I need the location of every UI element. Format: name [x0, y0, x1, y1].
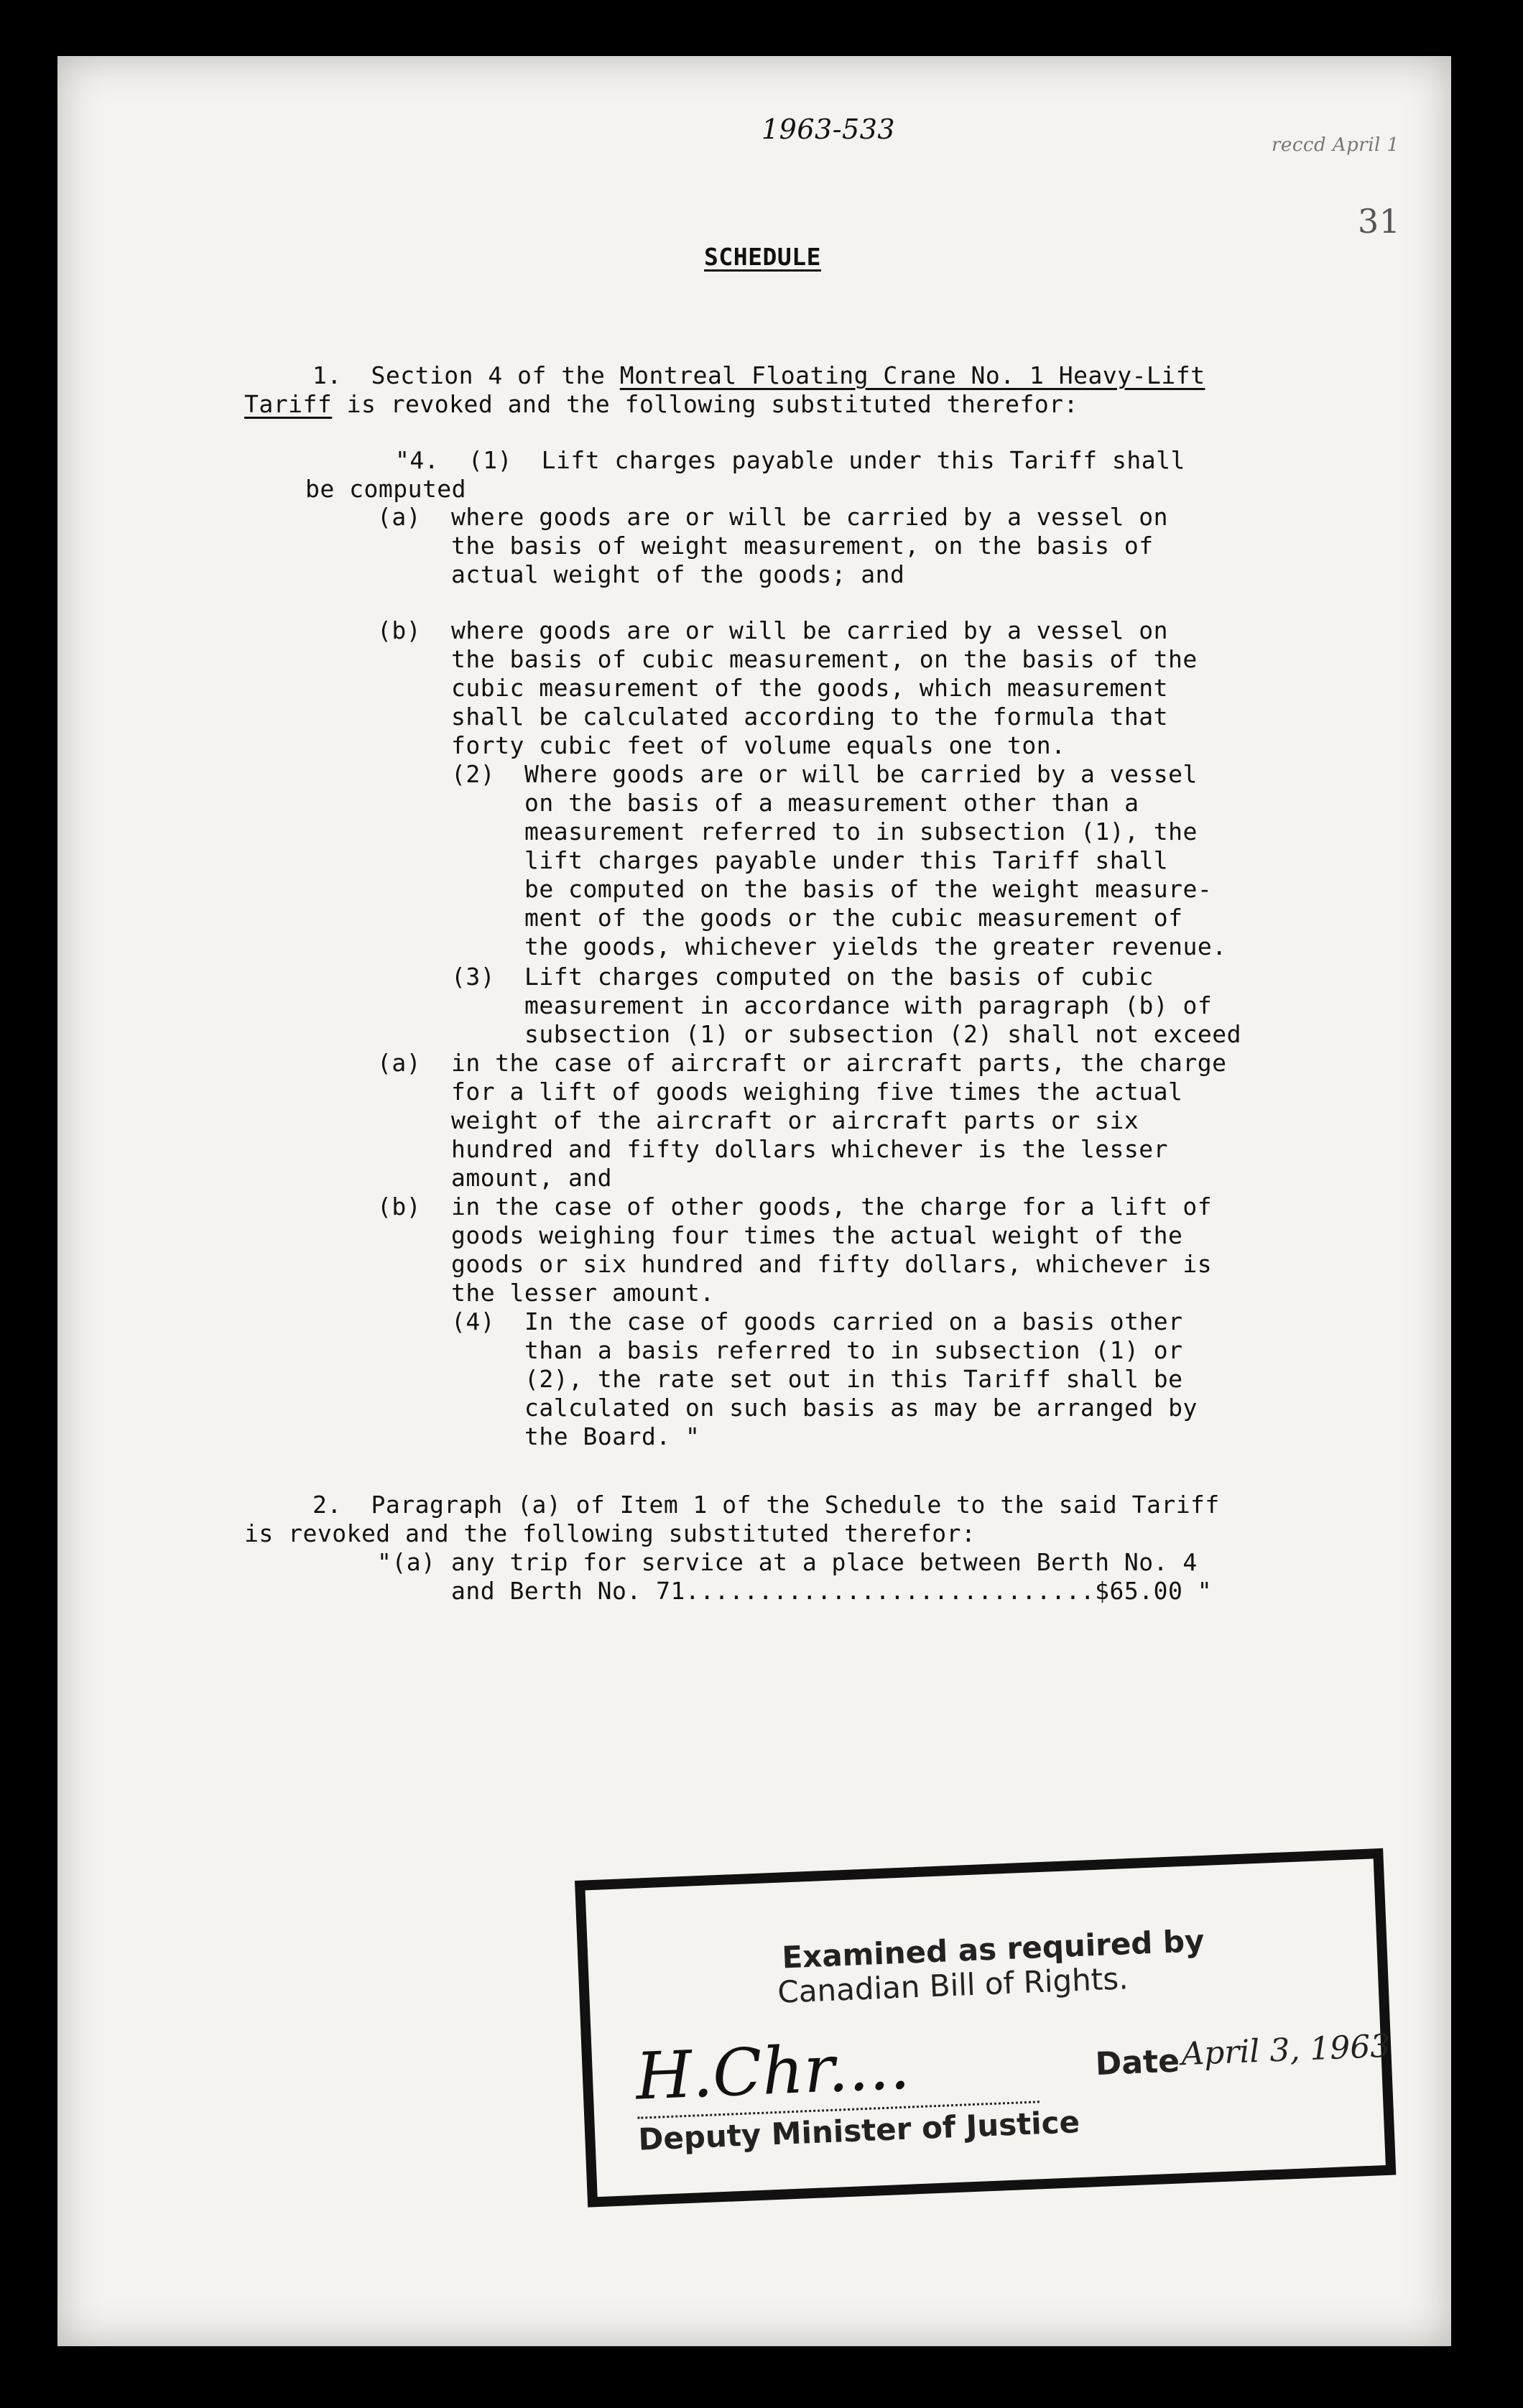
- body-line: lift charges payable under this Tariff shall: [524, 846, 1169, 874]
- tariff-title: Montreal Floating Crane No. 1 Heavy-Lift: [619, 361, 1205, 389]
- item-2-line-2: is revoked and the following substituted therefor:: [244, 1519, 976, 1547]
- body-line: where goods are or will be carried by a vessel on: [451, 616, 1169, 644]
- reference-number: 1963-533: [762, 114, 896, 145]
- item-1-line-2: Tariff is revoked and the following substituted therefor:: [244, 390, 1078, 418]
- top-right-note: reccd April 1: [1272, 134, 1399, 156]
- stamp-line-1: Examined as required by: [781, 1922, 1205, 1976]
- body-line: any trip for service at a place between Berth No. 4: [451, 1548, 1198, 1576]
- body-line: Where goods are or will be carried by a vessel: [524, 760, 1198, 788]
- tariff-title-end: Tariff: [244, 390, 333, 418]
- body-line: the basis of weight measurement, on the basis of: [451, 532, 1154, 560]
- body-line: in the case of aircraft or aircraft parts, the charge: [451, 1049, 1227, 1077]
- body-line: goods or six hundred and fifty dollars, whichever is: [451, 1250, 1213, 1278]
- body-line: the basis of cubic measurement, on the basis of the: [451, 645, 1198, 673]
- body-line: ment of the goods or the cubic measurement of: [524, 904, 1183, 932]
- body-line: and Berth No. 71............................$65.00 ": [451, 1577, 1213, 1605]
- body-line: shall be calculated according to the formula that: [451, 703, 1169, 731]
- body-line: be computed on the basis of the weight measure-: [524, 875, 1213, 903]
- item-1-line-1: 1. Section 4 of the Montreal Floating Crane No. 1 Heavy-Lift: [313, 361, 1205, 389]
- body-line: the goods, whichever yields the greater revenue.: [524, 932, 1227, 960]
- body-line: amount, and: [451, 1164, 613, 1192]
- subsection-label: (2): [451, 760, 496, 788]
- body-line: hundred and fifty dollars whichever is the lesser: [451, 1135, 1169, 1163]
- body-line: the Board. ": [524, 1422, 700, 1450]
- document-page: [57, 56, 1451, 2346]
- schedule-heading: SCHEDULE: [704, 243, 821, 271]
- body-line: weight of the aircraft or aircraft parts or six: [451, 1106, 1139, 1134]
- body-line: the lesser amount.: [451, 1279, 715, 1307]
- para-label: (a): [377, 1049, 422, 1077]
- signature: H.Chr....: [634, 2028, 912, 2115]
- body-line: for a lift of goods weighing five times the actual: [451, 1078, 1183, 1106]
- subsection-label: (3): [451, 963, 496, 991]
- subsection-label: (4): [451, 1307, 496, 1335]
- body-line: Lift charges computed on the basis of cubic: [524, 963, 1154, 991]
- date-label: Date: [1094, 2042, 1180, 2083]
- body-line: on the basis of a measurement other than a: [524, 789, 1139, 817]
- body-line: forty cubic feet of volume equals one ton.: [451, 731, 1066, 759]
- date-value: April 3, 1963: [1180, 2027, 1392, 2073]
- body-line: measurement in accordance with paragraph (b) of: [524, 991, 1213, 1019]
- body-line: goods weighing four times the actual weight of the: [451, 1221, 1183, 1249]
- body-line: actual weight of the goods; and: [451, 560, 905, 588]
- body-line: subsection (1) or subsection (2) shall not exceed: [524, 1020, 1242, 1048]
- body-line: where goods are or will be carried by a vessel on: [451, 503, 1169, 531]
- body-line: cubic measurement of the goods, which measurement: [451, 674, 1169, 702]
- body-line: In the case of goods carried on a basis other: [524, 1307, 1183, 1335]
- item-2-line-1: 2. Paragraph (a) of Item 1 of the Schedule to the said Tariff: [313, 1491, 1220, 1519]
- body-line: in the case of other goods, the charge for a lift of: [451, 1193, 1213, 1221]
- para-label: (b): [377, 616, 422, 644]
- stamp-line-2: Canadian Bill of Rights.: [777, 1960, 1129, 2010]
- bill-of-rights-stamp: [575, 1848, 1396, 2208]
- para-label: (b): [377, 1193, 422, 1221]
- body-line: be computed: [305, 475, 467, 503]
- body-line: measurement referred to in subsection (1), the: [524, 818, 1198, 846]
- body-line: "4. (1) Lift charges payable under this Tariff shall: [395, 446, 1185, 474]
- para-label: "(a): [377, 1548, 436, 1576]
- body-line: calculated on such basis as may be arranged by: [524, 1394, 1198, 1422]
- deputy-minister-title: Deputy Minister of Justice: [637, 2104, 1080, 2157]
- page-number: 31: [1358, 202, 1401, 241]
- body-line: than a basis referred to in subsection (1) or: [524, 1336, 1183, 1364]
- body-line: (2), the rate set out in this Tariff shall be: [524, 1365, 1183, 1393]
- para-label: (a): [377, 503, 422, 531]
